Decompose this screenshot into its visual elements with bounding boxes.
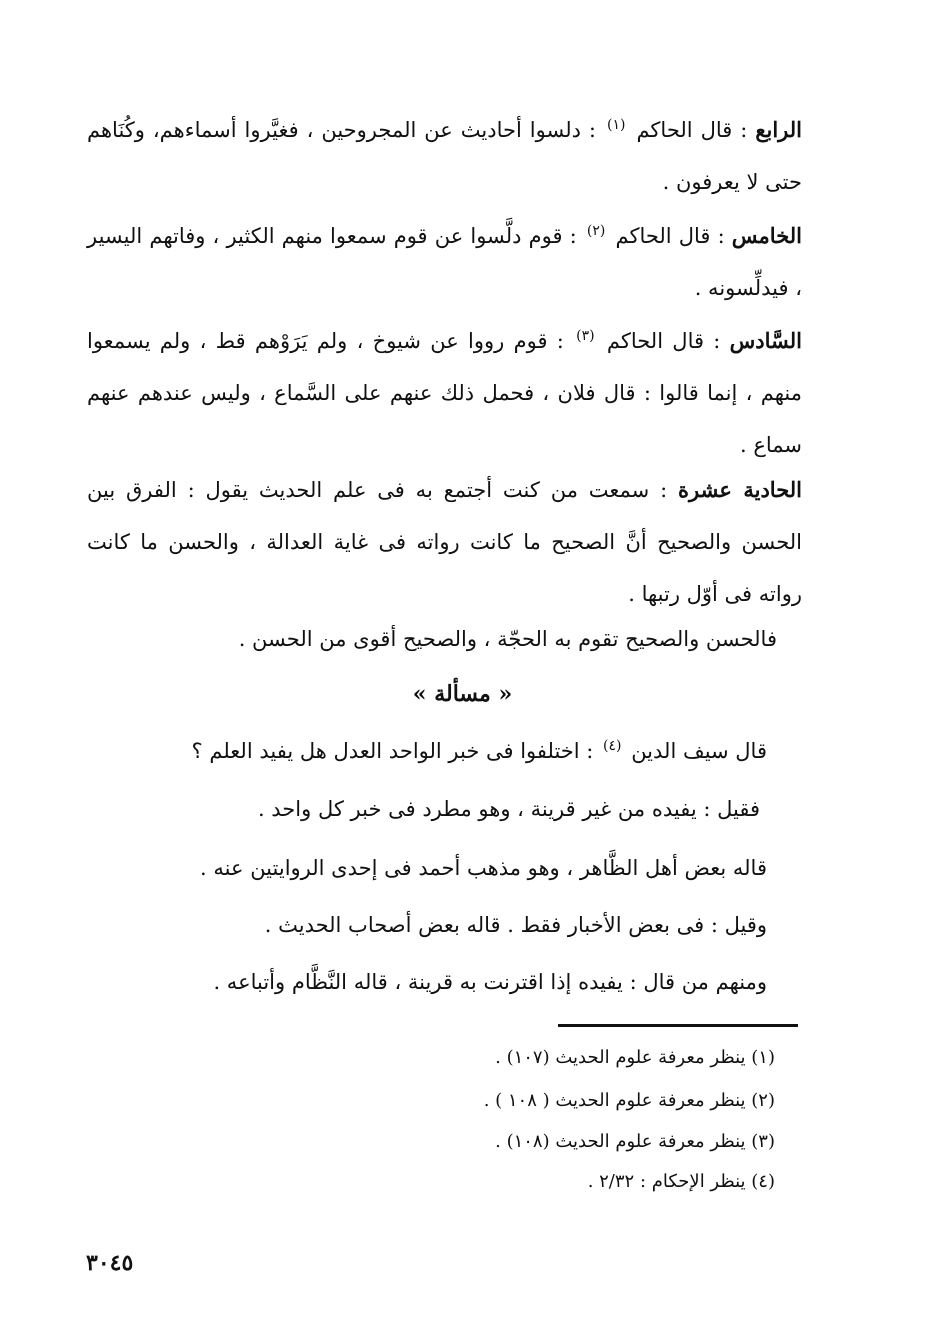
question-line [192, 736, 767, 766]
footnote-marker[interactable]: (٣) [576, 328, 595, 344]
paragraph-text: : قوم رووا عن شيوخ ، ولم يَرَوْهم قط ، ولم يسمعوا منهم ، إنما قالوا : قال فلان ، فحمل ذلك عنهم على السَّماع ، وليس عندهم عنهم سماع . [87, 329, 802, 457]
footnote-4: (٤) ينظر الإحكام : ٢/٣٢ . [587, 1171, 775, 1192]
paragraph-text: : دلسوا أحاديث عن المجروحين ، فغيَّروا أسماءهم، وكُنَاهم حتى لا يعرفون . [87, 118, 802, 194]
opinion-line: قاله بعض أهل الظَّاهر ، وهو مذهب أحمد فى إحدى الروايتين عنه . [200, 856, 767, 880]
paragraph-lead: الرابع [755, 117, 802, 142]
paragraph-text: : قال الحاكم [628, 118, 756, 142]
paragraph-lead: السَّادس [729, 328, 802, 353]
question-text: قال سيف الدين [624, 739, 767, 763]
conclusion-line: فالحسن والصحيح تقوم به الحجّة ، والصحيح أقوى من الحسن . [238, 627, 777, 651]
page-number: ٣٠٤٥ [86, 1250, 134, 1276]
paragraph-lead: الخامس [731, 223, 802, 248]
footnote-3: (٣) ينظر معرفة علوم الحديث (١٠٨) . [495, 1131, 775, 1152]
footnote-1: (١) ينظر معرفة علوم الحديث (١٠٧) . [495, 1047, 775, 1068]
section-heading: « مسألة » [412, 681, 513, 707]
opinion-line: فقيل : يفيده من غير قرينة ، وهو مطرد فى خبر كل واحد . [257, 797, 760, 821]
footnote-separator [558, 1024, 798, 1027]
paragraph-sixth [87, 315, 802, 471]
paragraph-lead: الحادية عشرة [678, 477, 802, 502]
paragraph-eleventh [87, 464, 802, 620]
opinion-line: ومنهم من قال : يفيده إذا اقترنت به قرينة ، قاله النَّظَّام وأتباعه . [213, 970, 767, 994]
paragraph-text: : قوم دلَّسوا عن قوم سمعوا منهم الكثير ، وفاتهم اليسير ، فيدلِّسونه . [87, 224, 802, 300]
footnote-marker[interactable]: (١) [607, 117, 626, 133]
footnote-marker[interactable]: (٤) [603, 738, 622, 754]
paragraph-text: : قال الحاكم [597, 329, 730, 353]
paragraph-fourth [87, 104, 802, 208]
footnote-marker[interactable]: (٢) [586, 223, 606, 239]
footnote-2: (٢) ينظر معرفة علوم الحديث ( ١٠٨ ) . [483, 1090, 775, 1111]
paragraph-text: : قال الحاكم [608, 224, 732, 248]
paragraph-fifth [87, 210, 802, 314]
opinion-line: وقيل : فى بعض الأخبار فقط . قاله بعض أصحاب الحديث . [264, 913, 767, 937]
paragraph-text: : سمعت من كنت أجتمع به فى علم الحديث يقول : الفرق بين الحسن والصحيح أنَّ الصحيح ما كانت رواته فى غاية العدالة ، والحسن ما كانت رواته فى أوّل رتبها . [87, 478, 802, 606]
question-text: : اختلفوا فى خبر الواحد العدل هل يفيد العلم ؟ [191, 739, 601, 763]
